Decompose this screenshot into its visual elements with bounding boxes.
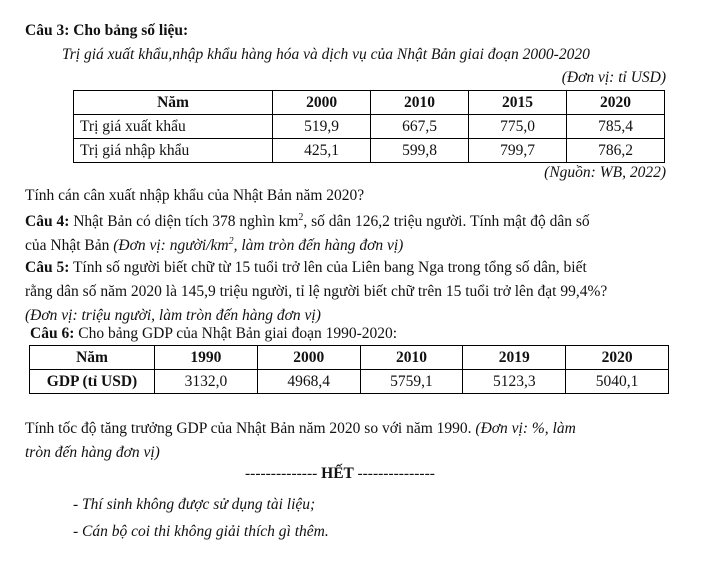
q3-unit: (Đơn vị: tỉ USD) [561,69,666,86]
q6-label: Câu 6: [30,325,75,342]
table-header-cell: 2000 [257,346,360,370]
end-label: HẾT [317,465,358,482]
table-cell: 425,1 [273,139,371,163]
table-header-cell: 1990 [155,346,258,370]
q5-paragraph [25,256,670,328]
q4-superscript: 2 [228,235,234,247]
q3-title: Câu 3: Cho bảng số liệu: [25,22,189,39]
table-header-cell: 2010 [371,91,469,115]
table-cell: 5759,1 [360,370,463,394]
table-cell: 519,9 [273,115,371,139]
q3-question: Tính cán cân xuất nhập khẩu của Nhật Bản năm 2020? [25,187,365,204]
table-header-cell: 2000 [273,91,371,115]
q5-text: Tính số người biết chữ từ 15 tuổi trở lên của Liên bang Nga trong tổng số dân, biết [69,259,587,276]
q4-text: của Nhật Bản [25,237,114,254]
table-cell: 775,0 [469,115,567,139]
table-header-cell: 2019 [463,346,566,370]
table-cell: 799,7 [469,139,567,163]
q5-text: rằng dân số năm 2020 là 145,9 triệu người, tỉ lệ người biết chữ trên 15 tuổi trở lên đạt 99,4%? [25,283,608,300]
table-header-row [74,91,665,115]
table-header-cell: Năm [74,91,273,115]
end-dashes-right: --------------- [357,465,435,482]
q4-text: , số dân 126,2 triệu người. Tính mật độ dân số [303,213,590,230]
q3-subtitle: Trị giá xuất khẩu,nhập khẩu hàng hóa và dịch vụ của Nhật Bản giai đoạn 2000-2020 [62,46,590,63]
table-row-label: Trị giá xuất khẩu [74,115,273,139]
q4-paragraph [25,210,670,258]
table-cell: 5040,1 [566,370,669,394]
q5-unit: (Đơn vị: triệu người, làm tròn đến hàng đơn vị) [25,307,321,324]
q5-label: Câu 5: [25,259,70,276]
end-marker [245,465,435,483]
table-cell: 4968,4 [257,370,360,394]
q6-question-paragraph [25,417,670,465]
table-header-cell: Năm [30,346,155,370]
q4-text: Nhật Bản có diện tích 378 nghìn km [69,213,299,230]
table-row [74,139,665,163]
q6-heading [30,325,397,343]
table-row [74,115,665,139]
note-item: - Cán bộ coi thi không giải thích gì thêm. [73,523,329,540]
table-cell: 599,8 [371,139,469,163]
table-cell: 667,5 [371,115,469,139]
q3-source: (Nguồn: WB, 2022) [544,164,666,181]
table-header-cell: 2020 [566,346,669,370]
table-row-label: GDP (tỉ USD) [30,370,155,394]
note-item: - Thí sinh không được sử dụng tài liệu; [73,496,316,513]
q6-unit: tròn đến hàng đơn vị) [25,444,160,461]
table-cell: 786,2 [567,139,665,163]
q4-superscript: 2 [298,211,304,223]
table-header-cell: 2010 [360,346,463,370]
table-cell: 785,4 [567,115,665,139]
table-header-row [30,346,669,370]
q6-text: Cho bảng GDP của Nhật Bản giai đoạn 1990-2020: [74,325,398,342]
q4-unit: , làm tròn đến hàng đơn vị) [233,237,404,254]
q6-question: Tính tốc độ tăng trưởng GDP của Nhật Bản năm 2020 so với năm 1990. [25,420,476,437]
end-dashes-left: -------------- [245,465,318,482]
q6-table [29,345,669,394]
table-row [30,370,669,394]
table-cell: 5123,3 [463,370,566,394]
q6-unit: (Đơn vị: %, làm [475,420,576,437]
table-header-cell: 2020 [567,91,665,115]
table-cell: 3132,0 [155,370,258,394]
q4-unit: (Đơn vị: người/km [113,237,229,254]
q3-table [73,90,665,163]
table-row-label: Trị giá nhập khẩu [74,139,273,163]
q4-label: Câu 4: [25,213,70,230]
table-header-cell: 2015 [469,91,567,115]
